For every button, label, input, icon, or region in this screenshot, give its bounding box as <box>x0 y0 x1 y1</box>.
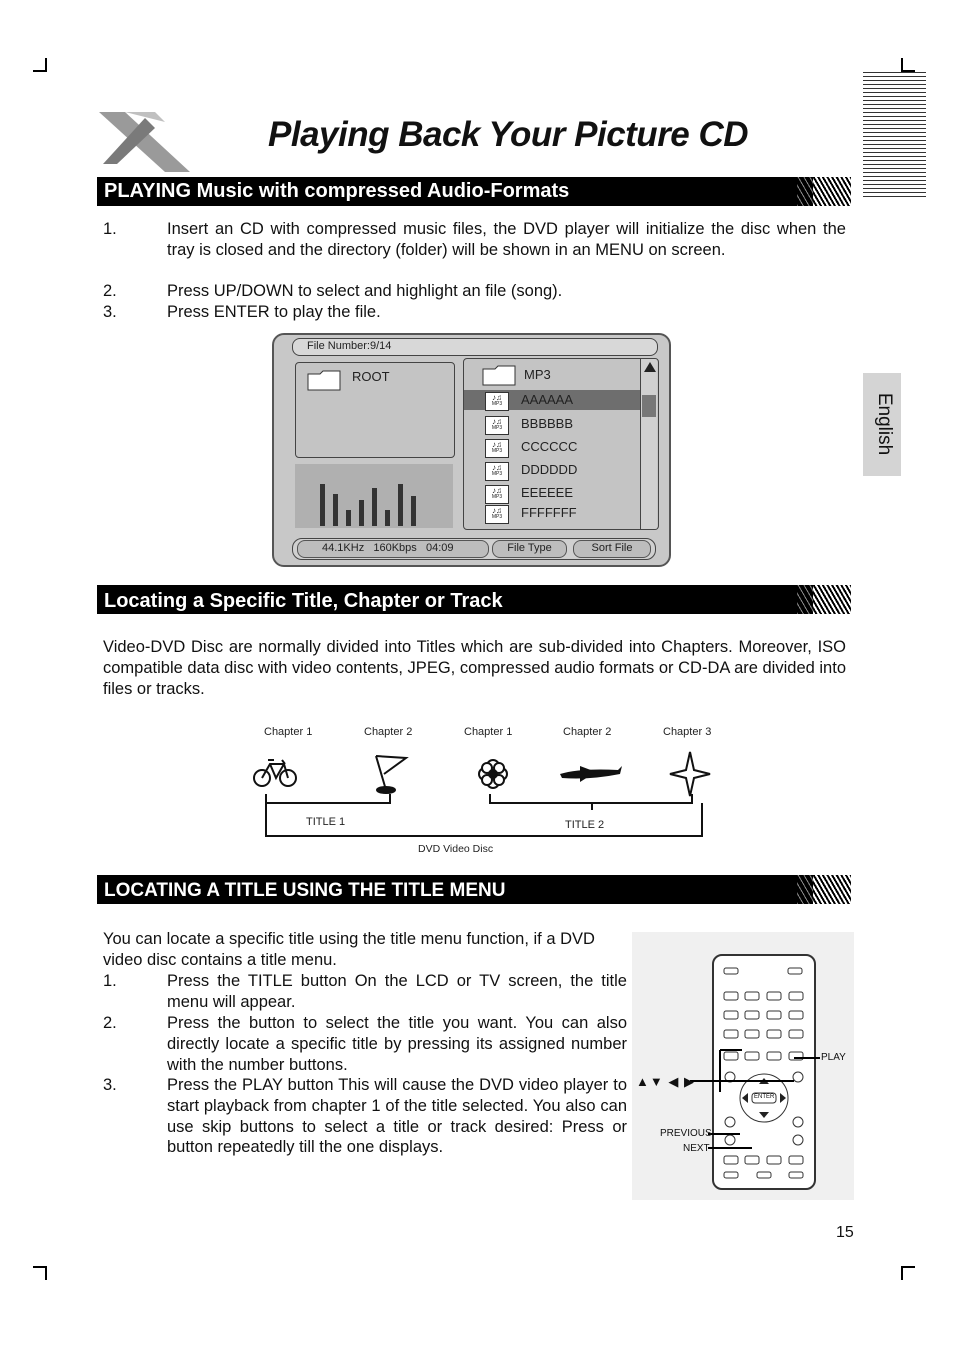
language-tab-label: English <box>874 392 895 456</box>
title-label: TITLE 1 <box>306 816 346 828</box>
folder-icon <box>307 369 341 391</box>
flag-icon <box>376 756 406 793</box>
edge-stripe-pattern <box>863 72 926 200</box>
menu-screen <box>272 333 671 567</box>
chapter-label: Chapter 1 <box>464 726 513 738</box>
file-number-bar <box>292 338 658 356</box>
spectrum-visualizer <box>295 464 453 528</box>
disc-label: DVD Video Disc <box>418 843 494 855</box>
music-file-icon: ♪♫ MP3 <box>485 505 509 524</box>
file-row[interactable] <box>464 503 640 523</box>
file-name: DDDDDD <box>521 462 578 477</box>
file-row[interactable] <box>464 437 640 457</box>
file-name: FFFFFFF <box>521 505 577 520</box>
spectrum-panel <box>295 464 453 528</box>
sort-file-button[interactable]: Sort File <box>573 540 651 558</box>
chapter-label: Chapter 2 <box>364 726 413 738</box>
file-row[interactable] <box>464 390 640 410</box>
section-heading: Locating a Specific Title, Chapter or Track <box>104 590 503 612</box>
title-label: TITLE 2 <box>565 819 605 831</box>
previous-callout-label: PREVIOUS <box>660 1128 712 1139</box>
folder-icon <box>482 364 516 386</box>
remote-callout-lines <box>632 932 854 1200</box>
crop-mark-top-left <box>33 58 47 72</box>
page-title: Playing Back Your Picture CD <box>268 115 749 154</box>
disc-diagram <box>250 722 720 857</box>
page-number: 15 <box>836 1224 854 1241</box>
language-tab <box>863 373 901 476</box>
section-bar-playing-music <box>97 177 851 206</box>
music-file-icon: ♪♫ MP3 <box>485 485 509 504</box>
remote-illustration <box>632 932 854 1200</box>
chapter-label: Chapter 3 <box>663 726 712 738</box>
file-name: EEEEEE <box>521 485 574 500</box>
section-heading: LOCATING A TITLE USING THE TITLE MENU <box>104 880 506 901</box>
section-heading: PLAYING Music with compressed Audio-Formats <box>104 180 570 202</box>
file-list-panel <box>463 358 659 530</box>
enter-button-label: ENTER <box>754 1094 775 1100</box>
file-type-button[interactable]: File Type <box>492 540 567 558</box>
file-row[interactable] <box>464 414 640 434</box>
crop-mark-top-right <box>901 58 915 72</box>
play-callout-label: PLAY <box>821 1052 846 1063</box>
music-file-icon: ♪♫ MP3 <box>485 439 509 458</box>
section-bar-title-menu <box>97 875 851 904</box>
next-callout-label: NEXT <box>683 1143 710 1154</box>
compass-star-icon <box>670 752 710 796</box>
flower-icon <box>479 760 507 788</box>
file-row[interactable] <box>464 460 640 480</box>
status-readout: 44.1KHz 160Kbps 04:09 <box>297 540 489 558</box>
scroll-thumb[interactable] <box>642 395 656 417</box>
music-file-icon: ♪♫ MP3 <box>485 392 509 411</box>
bicycle-icon <box>254 760 296 786</box>
root-label: ROOT <box>352 369 390 384</box>
music-file-icon: ♪♫ MP3 <box>485 416 509 435</box>
root-panel <box>295 362 455 458</box>
status-bar <box>292 538 656 560</box>
file-name: AAAAAA <box>521 392 574 407</box>
crop-mark-bottom-right <box>901 1266 915 1280</box>
brand-logo <box>95 108 195 176</box>
scroll-up-icon[interactable] <box>644 362 656 372</box>
crop-mark-bottom-left <box>33 1266 47 1280</box>
file-name: BBBBBB <box>521 416 574 431</box>
section-intro: You can locate a specific title using the title menu function, if a DVD video disc contains a title menu. <box>103 930 595 969</box>
section-bar-locating-title <box>97 585 851 614</box>
airplane-icon <box>560 766 622 782</box>
section-paragraph: Video-DVD Disc are normally divided into Titles which are sub-divided into Chapters. Moreover, ISO compatible data disc with video contents, JPEG, compressed audio formats or CD-DA are divided into files or tracks. <box>103 638 846 698</box>
music-file-icon: ♪♫ MP3 <box>485 462 509 481</box>
scrollbar[interactable] <box>640 359 657 529</box>
chapter-label: Chapter 2 <box>563 726 612 738</box>
file-row[interactable] <box>464 483 640 503</box>
file-name: CCCCCC <box>521 439 578 454</box>
chapter-label: Chapter 1 <box>264 726 313 738</box>
folder-label: MP3 <box>524 367 551 382</box>
arrow-keys-callout-label: ▲▼ ◀ ▶ <box>636 1074 695 1089</box>
disc-structure-lines <box>250 722 720 857</box>
file-number-text: File Number:9/14 <box>307 340 392 352</box>
